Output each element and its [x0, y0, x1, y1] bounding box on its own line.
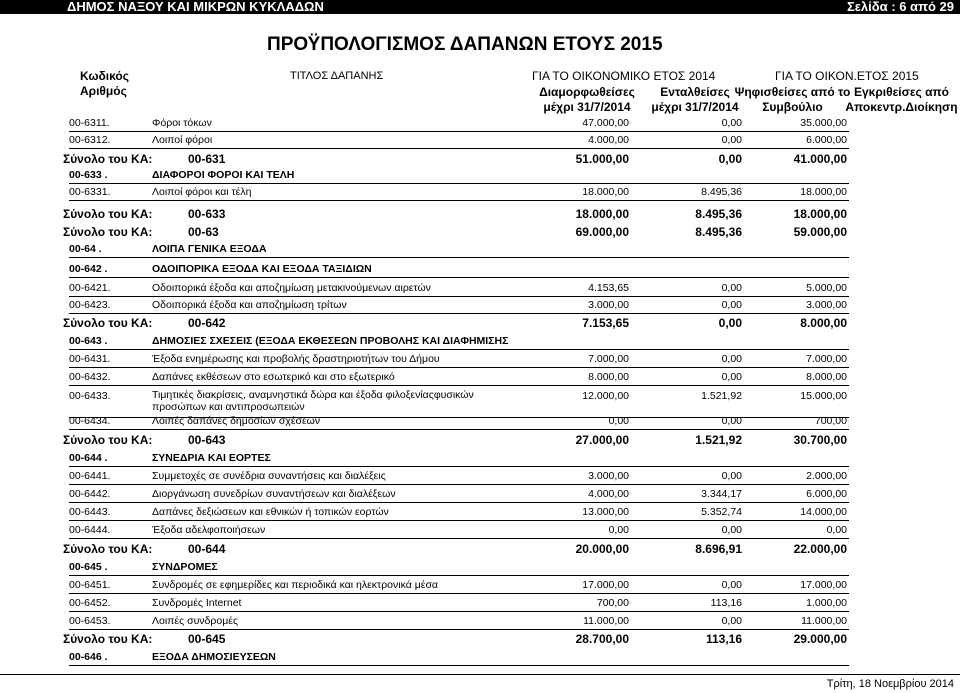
- formed-amount: 700,00: [596, 597, 629, 609]
- table-row: [69, 414, 849, 430]
- table-row: [69, 185, 849, 201]
- subtotal-label: Σύνολο του ΚΑ:: [63, 316, 153, 330]
- subtotal-row: [63, 433, 849, 449]
- formed-amount: 47.000,00: [582, 117, 629, 129]
- ordered-amount: 0,00: [721, 117, 742, 129]
- voted-amount: 2.000,00: [806, 470, 847, 482]
- organization-name: ΔΗΜΟΣ ΝΑΞΟΥ ΚΑΙ ΜΙΚΡΩΝ ΚΥΚΛΑΔΩΝ: [67, 0, 324, 14]
- fy2015-header: ΓΙΑ ΤΟ ΟΙΚΟΝ.ΕΤΟΣ 2015: [775, 69, 919, 83]
- voted-amount: 700,00: [814, 415, 847, 427]
- account-code: 00-6431.: [69, 353, 111, 365]
- table-row: [69, 469, 849, 485]
- voted-amount: 8.000,00: [800, 316, 847, 330]
- group-row: [69, 242, 849, 258]
- table-row: [69, 298, 849, 314]
- ordered-amount: 0,00: [721, 579, 742, 591]
- voted-amount: 18.000,00: [800, 186, 847, 198]
- account-code: 00-6442.: [69, 488, 111, 500]
- voted-amount: 17.000,00: [800, 579, 847, 591]
- ordered-amount: 113,16: [705, 632, 742, 646]
- formed-amount: 4.000,00: [588, 488, 629, 500]
- formed-amount: 69.000,00: [575, 225, 629, 239]
- subtotal-label: Σύνολο του ΚΑ:: [63, 225, 153, 239]
- voted-amount: 3.000,00: [806, 299, 847, 311]
- expense-title: Λοιπές συνδρομές: [152, 615, 239, 627]
- ordered-amount: 1.521,92: [695, 433, 742, 447]
- title-column-header: ΤΙΤΛΟΣ ΔΑΠΑΝΗΣ: [290, 70, 384, 82]
- expense-title: Έξοδα αδελφοποιήσεων: [152, 524, 266, 536]
- expense-title: ΛΟΙΠΑ ΓΕΝΙΚΑ ΕΞΟΔΑ: [152, 243, 267, 255]
- formed-amount: 8.000,00: [588, 371, 629, 383]
- voted-amount: 6.000,00: [806, 134, 847, 146]
- account-code: 00-6434.: [69, 415, 111, 427]
- voted-column-header: Ψηφισθείσες από το Συμβούλιο: [734, 85, 851, 114]
- account-code: 00-643 .: [69, 335, 108, 347]
- subtotal-row: [63, 152, 849, 168]
- ordered-amount: 0,00: [721, 415, 742, 427]
- ordered-amount: 0,00: [721, 371, 742, 383]
- formed-amount: 0,00: [608, 415, 629, 427]
- expense-title: Διοργάνωση συνεδρίων συναντήσεων και διαλέξεων: [152, 488, 396, 500]
- page-number: Σελίδα : 6 από 29: [846, 0, 954, 14]
- account-code: 00-631: [188, 152, 226, 166]
- table-row: [69, 281, 849, 297]
- formed-amount: 18.000,00: [582, 186, 629, 198]
- ordered-amount: 0,00: [718, 152, 742, 166]
- expense-title: Συνδρομές Internet: [152, 597, 242, 609]
- subtotal-label: Σύνολο του ΚΑ:: [63, 632, 153, 646]
- subtotal-row: [63, 316, 849, 332]
- account-code: 00-646 .: [69, 651, 108, 663]
- table-row: [69, 523, 849, 539]
- account-code: 00-633: [188, 207, 226, 221]
- ordered-amount: 0,00: [721, 299, 742, 311]
- voted-amount: 41.000,00: [793, 152, 847, 166]
- expense-title: Λοιποί φόροι: [152, 134, 213, 146]
- code-column-header: Κωδικός Αριθμός: [80, 69, 130, 98]
- ordered-column-header: Ενταλθείσες μέχρι 31/7/2014: [651, 85, 739, 114]
- account-code: 00-6423.: [69, 299, 111, 311]
- expense-title: Τιμητικές διακρίσεις, αναμνηστικά δώρα και έξοδα φιλοξενίαςφυσικών προσώπων και αντιπροσωπειών: [152, 389, 474, 413]
- subtotal-label: Σύνολο του ΚΑ:: [63, 207, 153, 221]
- expense-title: ΕΞΟΔΑ ΔΗΜΟΣΙΕΥΣΕΩΝ: [152, 651, 276, 663]
- voted-amount: 30.700,00: [793, 433, 847, 447]
- voted-amount: 15.000,00: [800, 390, 847, 402]
- account-code: 00-6331.: [69, 186, 111, 198]
- ordered-amount: 8.696,91: [695, 542, 742, 556]
- account-code: 00-633 .: [69, 169, 108, 181]
- footer-divider: [0, 674, 960, 675]
- ordered-amount: 0,00: [721, 615, 742, 627]
- formed-column-header: Διαμορφωθείσες μέχρι 31/7/2014: [539, 85, 635, 114]
- expense-title: Λοιποί φόροι και τέλη: [152, 186, 252, 198]
- formed-amount: 0,00: [608, 524, 629, 536]
- table-row: [69, 505, 849, 521]
- table-row: [69, 487, 849, 503]
- group-row: [69, 451, 849, 467]
- voted-amount: 7.000,00: [806, 353, 847, 365]
- account-code: 00-6433.: [69, 390, 111, 402]
- subtotal-label: Σύνολο του ΚΑ:: [63, 152, 153, 166]
- subtotal-row: [63, 542, 849, 558]
- subtotal-row: [63, 225, 849, 241]
- account-code: 00-6441.: [69, 470, 111, 482]
- subtotal-label: Σύνολο του ΚΑ:: [63, 433, 153, 447]
- account-code: 00-644: [188, 542, 226, 556]
- voted-amount: 6.000,00: [806, 488, 847, 500]
- footer-date: Τρίτη, 18 Νοεμβρίου 2014: [826, 678, 954, 690]
- formed-amount: 4.000,00: [588, 134, 629, 146]
- table-row: [69, 596, 849, 612]
- formed-amount: 4.153,65: [588, 282, 629, 294]
- ordered-amount: 8.495,36: [695, 225, 742, 239]
- account-code: 00-642: [188, 316, 226, 330]
- account-code: 00-63: [188, 225, 219, 239]
- report-title: ΠΡΟΫΠΟΛΟΓΙΣΜΟΣ ΔΑΠΑΝΩΝ ΕΤΟΥΣ 2015: [267, 34, 663, 55]
- account-code: 00-645: [188, 632, 226, 646]
- expense-title: ΔΗΜΟΣΙΕΣ ΣΧΕΣΕΙΣ (ΕΞΟΔΑ ΕΚΘΕΣΕΩΝ ΠΡΟΒΟΛΗΣ ΚΑΙ ΔΙΑΦΗΜΙΣΗΣ: [152, 335, 509, 347]
- voted-amount: 0,00: [826, 524, 847, 536]
- formed-amount: 11.000,00: [583, 615, 629, 627]
- formed-amount: 27.000,00: [575, 433, 629, 447]
- table-row: [69, 116, 849, 132]
- ordered-amount: 0,00: [721, 282, 742, 294]
- account-code: 00-6432.: [69, 371, 111, 383]
- account-code: 00-6444.: [69, 524, 111, 536]
- formed-amount: 18.000,00: [575, 207, 629, 221]
- formed-amount: 28.700,00: [575, 632, 629, 646]
- formed-amount: 17.000,00: [582, 579, 629, 591]
- account-code: 00-6452.: [69, 597, 111, 609]
- formed-amount: 51.000,00: [575, 152, 629, 166]
- ordered-amount: 8.495,36: [701, 186, 742, 198]
- expense-title: Δαπάνες εκθέσεων στο εσωτερικό και στο εξωτερικό: [152, 371, 395, 383]
- ordered-amount: 0,00: [718, 316, 742, 330]
- voted-amount: 14.000,00: [800, 506, 847, 518]
- account-code: 00-645 .: [69, 561, 108, 573]
- subtotal-row: [63, 207, 849, 223]
- group-row: [69, 650, 849, 666]
- expense-title: Συμμετοχές σε συνέδρια συναντήσεις και διαλέξεις: [152, 470, 386, 482]
- ordered-amount: 113,16: [710, 597, 742, 609]
- table-row: [69, 352, 849, 368]
- table-row: [69, 614, 849, 630]
- group-row: [69, 168, 849, 184]
- account-code: 00-6311.: [69, 117, 110, 129]
- subtotal-label: Σύνολο του ΚΑ:: [63, 542, 153, 556]
- voted-amount: 11.000,00: [801, 615, 847, 627]
- voted-amount: 5.000,00: [806, 282, 847, 294]
- account-code: 00-6421.: [69, 282, 111, 294]
- account-code: 00-642 .: [69, 263, 108, 275]
- table-row: [69, 370, 849, 386]
- voted-amount: 8.000,00: [806, 371, 847, 383]
- expense-title: Οδοιπορικά έξοδα και αποζημίωση τρίτων: [152, 299, 347, 311]
- expense-title: Δαπάνες δεξιώσεων και εθνικών ή τοπικών εορτών: [152, 506, 389, 518]
- voted-amount: 18.000,00: [793, 207, 847, 221]
- ordered-amount: 0,00: [721, 524, 742, 536]
- ordered-amount: 8.495,36: [695, 207, 742, 221]
- voted-amount: 35.000,00: [800, 117, 847, 129]
- account-code: 00-64 .: [69, 243, 102, 255]
- account-code: 00-6451.: [69, 579, 111, 591]
- ordered-amount: 5.352,74: [701, 506, 742, 518]
- account-code: 00-6453.: [69, 615, 111, 627]
- group-row: [69, 262, 849, 278]
- ordered-amount: 0,00: [721, 353, 742, 365]
- expense-title: Φόροι τόκων: [152, 117, 212, 129]
- ordered-amount: 1.521,92: [701, 390, 742, 402]
- expense-title: Συνδρομές σε εφημερίδες και περιοδικά και ηλεκτρονικά μέσα: [152, 579, 438, 591]
- expense-title: Λοιπές δαπάνες δημοσίων σχέσεων: [152, 415, 321, 427]
- expense-title: Έξοδα ενημέρωσης και προβολής δραστηριοτήτων του Δήμου: [152, 353, 440, 365]
- formed-amount: 7.000,00: [588, 353, 629, 365]
- table-row: [69, 133, 849, 149]
- group-row: [69, 334, 849, 350]
- account-code: 00-6312.: [69, 134, 111, 146]
- voted-amount: 59.000,00: [793, 225, 847, 239]
- formed-amount: 13.000,00: [582, 506, 629, 518]
- approved-column-header: Εγκριθείσες από Αποκεντρ.Διοίκηση: [845, 85, 958, 114]
- expense-title: ΣΥΝΕΔΡΙΑ ΚΑΙ ΕΟΡΤΕΣ: [152, 452, 271, 464]
- voted-amount: 22.000,00: [793, 542, 847, 556]
- expense-title: ΣΥΝΔΡΟΜΕΣ: [152, 561, 218, 573]
- account-code: 00-643: [188, 433, 226, 447]
- formed-amount: 12.000,00: [582, 390, 629, 402]
- voted-amount: 29.000,00: [793, 632, 847, 646]
- ordered-amount: 3.344,17: [701, 488, 742, 500]
- ordered-amount: 0,00: [721, 470, 742, 482]
- group-row: [69, 560, 849, 576]
- formed-amount: 3.000,00: [588, 299, 629, 311]
- subtotal-row: [63, 632, 849, 648]
- expense-title: ΟΔΟΙΠΟΡΙΚΑ ΕΞΟΔΑ ΚΑΙ ΕΞΟΔΑ ΤΑΞΙΔΙΩΝ: [152, 263, 372, 275]
- account-code: 00-6443.: [69, 506, 111, 518]
- formed-amount: 7.153,65: [582, 316, 629, 330]
- expense-title: ΔΙΑΦΟΡΟΙ ΦΟΡΟΙ ΚΑΙ ΤΕΛΗ: [152, 169, 295, 181]
- voted-amount: 1.000,00: [806, 597, 847, 609]
- account-code: 00-644 .: [69, 452, 108, 464]
- expense-title: Οδοιπορικά έξοδα και αποζημίωση μετακινούμενων αιρετών: [152, 282, 431, 294]
- formed-amount: 3.000,00: [588, 470, 629, 482]
- table-row: [69, 578, 849, 594]
- fy2014-header: ΓΙΑ ΤΟ ΟΙΚΟΝΟΜΙΚΟ ΕΤΟΣ 2014: [532, 69, 716, 83]
- formed-amount: 20.000,00: [575, 542, 629, 556]
- ordered-amount: 0,00: [721, 134, 742, 146]
